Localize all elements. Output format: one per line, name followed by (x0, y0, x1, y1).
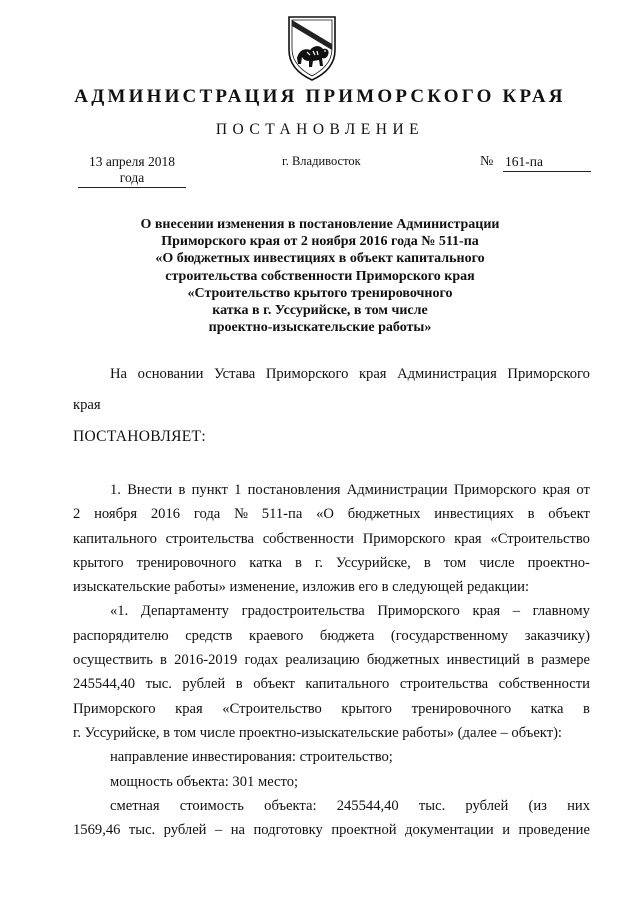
text-word: краевого (248, 627, 304, 644)
text-word: 245544,40 (73, 676, 136, 693)
text-word: рублей (182, 676, 226, 693)
text-word: «1. (110, 603, 129, 620)
text-word: средств (185, 627, 233, 644)
text-word: в (423, 554, 431, 571)
text-word: – (512, 603, 521, 620)
text-word: сметная (110, 797, 160, 814)
text-word: постановления (247, 482, 341, 498)
title-line: проектно-изыскательские работы» (208, 320, 432, 336)
text-word: в (178, 482, 186, 498)
text-word: бюджетных (347, 506, 421, 523)
text-word: рублей (163, 822, 207, 839)
text-word: проектно- (527, 554, 590, 571)
text-word: инвестиций (446, 652, 520, 669)
text-word: края (175, 700, 203, 717)
text-line (73, 624, 590, 648)
title-line: Приморского края от 2 ноября 2016 года № 511-па (161, 234, 479, 250)
text-word: 1. (110, 482, 121, 498)
text-word: крытого (73, 554, 124, 571)
text-word: 2 (73, 506, 81, 523)
preamble-paragraph (73, 359, 590, 421)
text-line (73, 527, 590, 551)
text-word: «Строительство (490, 530, 590, 547)
text-word: главному (532, 603, 590, 620)
text-word: крытого (341, 700, 392, 717)
document-type: ПОСТАНОВЛЕНИЕ (215, 121, 425, 138)
text-word: градостроительства (241, 603, 365, 620)
text-word: 511-па (261, 506, 303, 523)
primorsky-krai-coat-of-arms-icon (283, 14, 341, 82)
body-text (73, 478, 590, 842)
text-line (73, 648, 590, 672)
text-word: распорядителю (73, 627, 169, 644)
text-line (73, 770, 590, 794)
text-word: Приморского (362, 530, 446, 547)
text-line (73, 502, 590, 526)
text-word: края (73, 397, 101, 413)
text-word: на (230, 822, 245, 839)
text-word: мощность объекта: 301 место; (110, 773, 299, 790)
text-word: Уссурийске, (335, 554, 411, 571)
text-line (73, 721, 590, 745)
text-word: края (454, 530, 482, 547)
text-line (73, 551, 590, 575)
text-word: размере (541, 652, 590, 669)
document-title (90, 216, 550, 336)
text-word: тыс. (128, 822, 156, 839)
text-word: Приморского (453, 482, 537, 498)
text-word: рублей (465, 797, 509, 814)
text-word: катка (249, 554, 282, 571)
text-word: годах (244, 652, 279, 669)
text-word: Администрации (346, 482, 448, 498)
title-line: катка в г. Уссурийске, в том числе (212, 303, 428, 319)
text-word: в (527, 506, 535, 523)
text-word: Департаменту (140, 603, 229, 620)
text-line (73, 697, 590, 721)
organization-name: АДМИНИСТРАЦИЯ ПРИМОРСКОГО КРАЯ (74, 86, 566, 107)
text-word: числе (479, 554, 515, 571)
text-line (73, 575, 590, 599)
text-word: ноября (94, 506, 138, 523)
text-word: Внести (127, 482, 173, 498)
text-word: объекта: (264, 797, 317, 814)
text-word: катка (530, 700, 564, 717)
text-word: края (542, 482, 571, 498)
document-date: 13 апреля 2018 года (78, 154, 186, 188)
text-word: них (567, 797, 590, 814)
text-line (73, 672, 590, 696)
text-word: направление инвестирования: строительство; (110, 749, 393, 766)
text-line (73, 745, 590, 769)
text-word: г. (314, 554, 323, 571)
text-word: в (294, 554, 302, 571)
document-city: г. Владивосток (282, 154, 361, 168)
text-word: года (193, 506, 221, 523)
text-word: том (443, 554, 467, 571)
text-word: 2016-2019 (174, 652, 238, 669)
text-word: бюджетных (366, 652, 440, 669)
text-word: Приморского (377, 603, 460, 620)
text-word: в (235, 676, 243, 693)
title-line: «Строительство крытого тренировочного (187, 285, 453, 301)
text-word: стоимость (179, 797, 244, 814)
text-word: (государственному (390, 627, 509, 644)
text-word: края (472, 603, 501, 620)
document-number: 161-па (503, 154, 591, 172)
text-word: 1 (234, 482, 242, 498)
text-word: края (358, 366, 387, 382)
text-word: изыскательские работы» изменение, изложив его в следующей редакции: (73, 579, 530, 596)
text-word: документации (405, 822, 494, 839)
decree-word: ПОСТАНОВЛЯЕТ: (73, 428, 206, 445)
text-word: собственности (262, 530, 354, 547)
text-word: 1569,46 (73, 822, 121, 839)
text-word: строительства (165, 530, 254, 547)
text-word: объект (253, 676, 295, 693)
text-word: – (214, 822, 223, 839)
text-line (73, 599, 590, 623)
text-line (73, 818, 590, 842)
title-line: строительства собственности Приморского края (165, 268, 475, 284)
text-word: Приморского (73, 700, 156, 717)
text-word: заказчику) (524, 627, 590, 644)
text-word: Администрация (397, 366, 497, 382)
text-word: осуществить (73, 652, 153, 669)
text-word: собственности (498, 676, 590, 693)
text-word: тыс. (418, 797, 446, 814)
text-word: в (527, 652, 535, 669)
text-word: тыс. (145, 676, 172, 693)
text-word: подготовку (253, 822, 323, 839)
text-word: капитального (73, 530, 157, 547)
text-line (73, 359, 590, 390)
title-line: «О бюджетных инвестициях в объект капитального (155, 251, 485, 267)
text-word: Устава (214, 366, 256, 382)
title-line: О внесении изменения в постановление Администрации (140, 217, 500, 232)
text-word: объект (548, 506, 590, 523)
text-word: реализацию (285, 652, 360, 669)
document-number-label: № (480, 154, 494, 169)
text-word: инвестициях (434, 506, 514, 523)
text-word: «О (316, 506, 334, 523)
text-line (73, 390, 590, 421)
text-word: в (583, 700, 590, 717)
text-word: основании (137, 366, 204, 382)
text-word: капитального (305, 676, 390, 693)
text-word: тренировочного (136, 554, 237, 571)
text-word: бюджета (319, 627, 375, 644)
text-word: тренировочного (411, 700, 512, 717)
text-word: 245544,40 (336, 797, 399, 814)
text-word: в (160, 652, 167, 669)
text-word: Приморского (507, 366, 590, 382)
text-word: пункт (191, 482, 228, 498)
text-word: На (110, 366, 128, 382)
text-word: от (576, 482, 590, 498)
text-line (73, 478, 590, 502)
text-word: (из (528, 797, 547, 814)
text-word: г. Уссурийске, в том числе проектно-изыскательские работы» (далее – объект): (73, 724, 562, 741)
text-word: Приморского (265, 366, 349, 382)
text-word: и (502, 822, 510, 839)
text-word: проектной (331, 822, 397, 839)
text-word: № (234, 506, 248, 523)
text-word: 2016 (150, 506, 181, 523)
text-word: проведение (518, 822, 590, 839)
text-line (73, 794, 590, 818)
text-word: строительства (399, 676, 489, 693)
text-word: «Строительство (222, 700, 322, 717)
